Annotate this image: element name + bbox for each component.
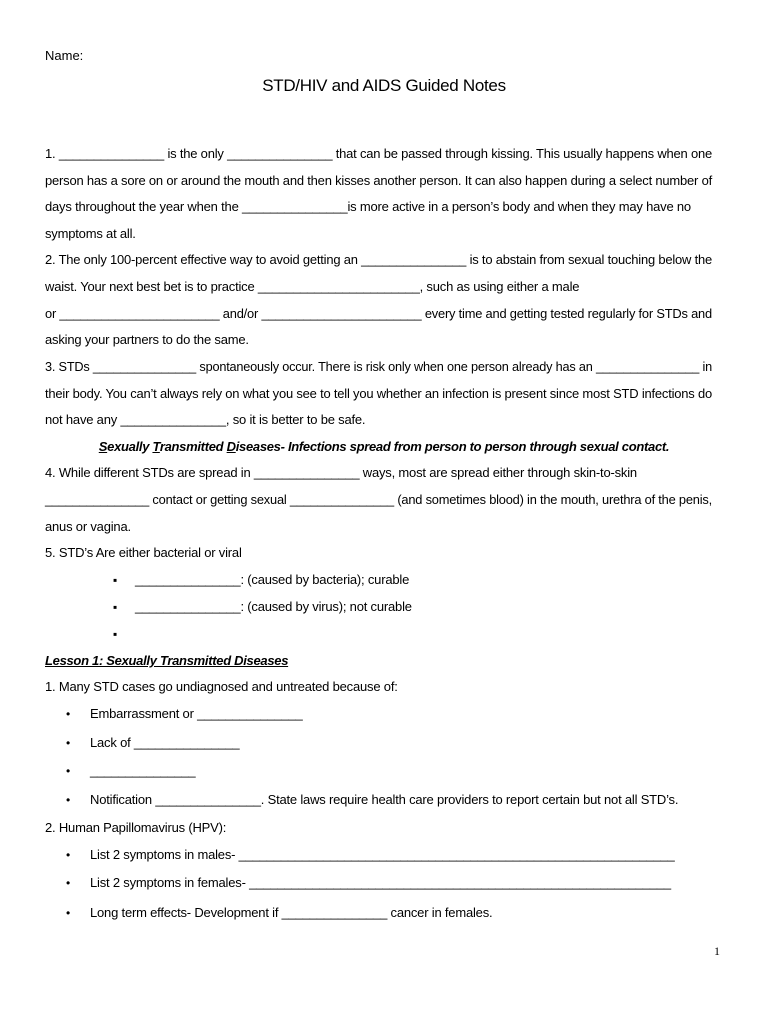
note-line: 3. STDs _______________ spontaneously occur. There is risk only when one person already has an _______________ in bbox=[45, 359, 713, 374]
page-title: STD/HIV and AIDS Guided Notes bbox=[262, 76, 506, 95]
bullet-square-icon: ▪ bbox=[113, 600, 118, 614]
bullet-round-icon: • bbox=[66, 906, 71, 920]
std-type-item: _______________: (caused by virus); not curable bbox=[135, 599, 412, 614]
note-line: 4. While different STDs are spread in _______________ ways, most are spread either through skin-to-skin bbox=[45, 465, 637, 480]
bullet-round-icon: • bbox=[66, 848, 71, 862]
note-line: their body. You can’t always rely on what you see to tell you whether an infection is present since most STD infections do bbox=[45, 386, 713, 401]
name-label: Name: bbox=[45, 48, 84, 63]
note-line: asking your partners to do the same. bbox=[45, 332, 249, 347]
std-type-item: _______________: (caused by bacteria); curable bbox=[135, 572, 410, 587]
note-line: days throughout the year when the _______________is more active in a person’s body and when they may have no bbox=[45, 199, 691, 214]
list-item: _______________ bbox=[90, 763, 196, 778]
note-line: waist. Your next best bet is to practice _______________________, such as using either a male bbox=[45, 279, 580, 294]
question-1: 1. Many STD cases go undiagnosed and untreated because of: bbox=[45, 679, 398, 694]
list-item: Embarrassment or _______________ bbox=[90, 706, 303, 721]
note-line: 2. The only 100-percent effective way to avoid getting an _______________ is to abstain from sexual touching below the bbox=[45, 252, 712, 267]
note-line: person has a sore on or around the mouth and then kisses another person. It can also happen during a select number of bbox=[45, 173, 713, 188]
list-item: Notification _______________. State laws require health care providers to report certain but not all STD’s. bbox=[90, 792, 679, 807]
bullet-round-icon: • bbox=[66, 764, 71, 778]
list-item: Long term effects- Development if _______________ cancer in females. bbox=[90, 905, 493, 920]
note-line: 5. STD’s Are either bacterial or viral bbox=[45, 545, 242, 560]
bullet-round-icon: • bbox=[66, 707, 71, 721]
bullet-square-icon: ▪ bbox=[113, 627, 118, 641]
list-item: List 2 symptoms in males- ______________________________________________________________ bbox=[90, 847, 675, 862]
bullet-round-icon: • bbox=[66, 736, 71, 750]
note-line: 1. _______________ is the only _______________ that can be passed through kissing. This usually happens when one bbox=[45, 146, 713, 161]
bullet-square-icon: ▪ bbox=[113, 573, 118, 587]
note-line: not have any _______________, so it is better to be safe. bbox=[45, 412, 366, 427]
bullet-round-icon: • bbox=[66, 793, 71, 807]
list-item: Lack of _______________ bbox=[90, 735, 240, 750]
note-line: symptoms at all. bbox=[45, 226, 136, 241]
page-number: 1 bbox=[714, 944, 720, 958]
note-line: _______________ contact or getting sexual _______________ (and sometimes blood) in the mouth, urethra of the penis, bbox=[45, 492, 712, 507]
note-line: or _______________________ and/or _______________________ every time and getting tested regularly for STDs and bbox=[45, 306, 712, 321]
std-definition: Sexually Transmitted Diseases- Infections spread from person to person through sexual contact. bbox=[98, 439, 670, 454]
question-2: 2. Human Papillomavirus (HPV): bbox=[45, 820, 227, 835]
bullet-round-icon: • bbox=[66, 876, 71, 890]
note-line: anus or vagina. bbox=[45, 519, 131, 534]
list-item: List 2 symptoms in females- ____________________________________________________________ bbox=[90, 875, 671, 890]
lesson-title: Lesson 1: Sexually Transmitted Diseases bbox=[45, 653, 289, 668]
